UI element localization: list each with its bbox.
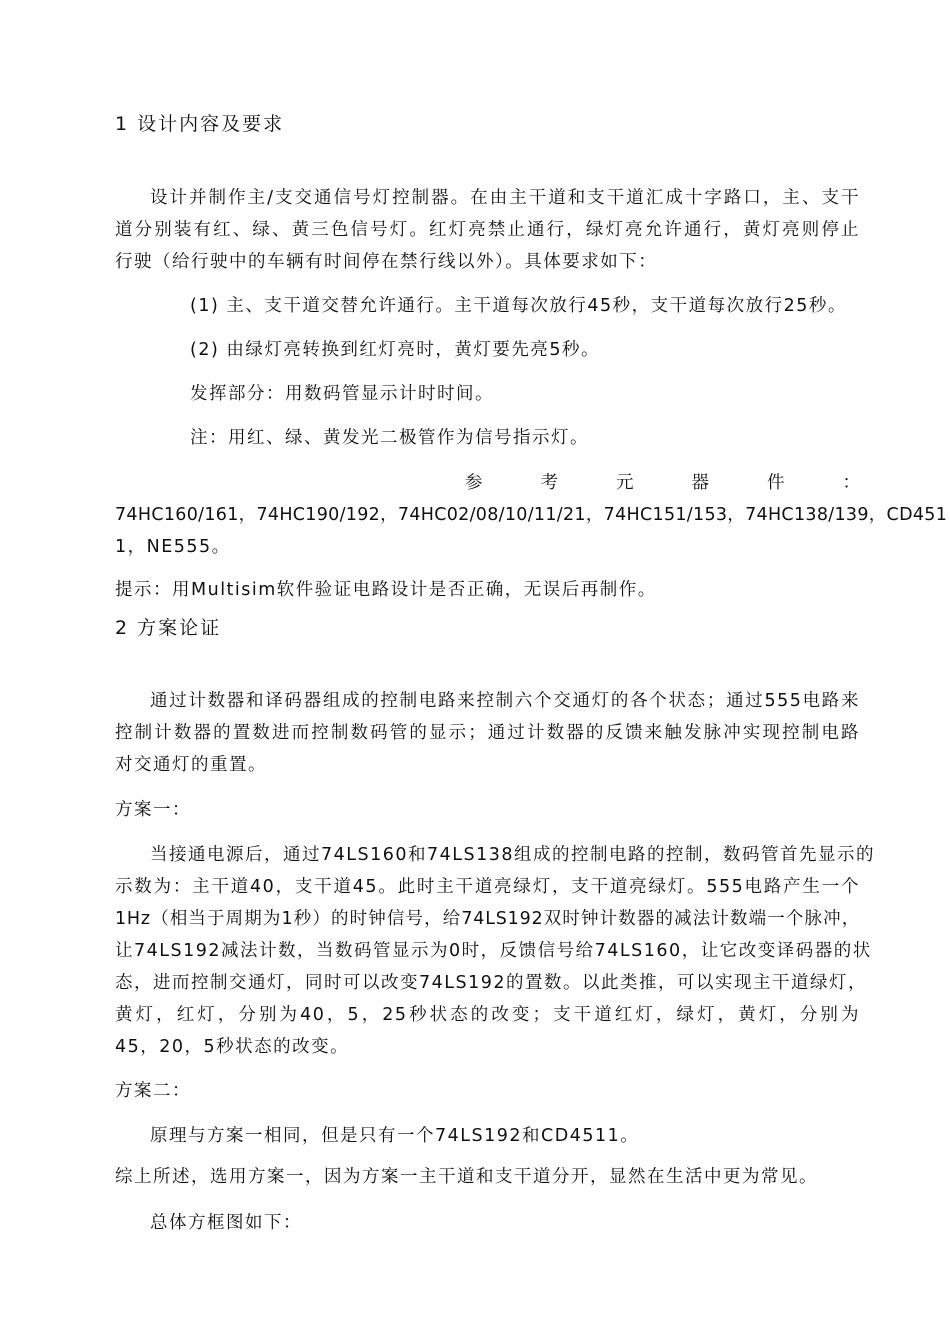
reference-label-char: ： [842,473,860,493]
reference-label-char: 考 [540,473,558,493]
reference-label-char: 元 [616,473,634,493]
requirement-1: (1) 主、支干道交替允许通行。主干道每次放行45秒，支干道每次放行25秒。 [190,296,847,316]
plan1-line-1: 当接通电源后，通过74LS160和74LS138组成的控制电路的控制，数码管首先显示的 [150,845,876,865]
plan2-text: 原理与方案一相同，但是只有一个74LS192和CD4511。 [150,1126,640,1146]
section2-intro-line-1: 通过计数器和译码器组成的控制电路来控制六个交通灯的各个状态；通过555电路来 [150,691,860,711]
note-line: 注：用红、绿、黄发光二极管作为信号指示灯。 [190,428,589,448]
section2-intro-line-3: 对交通灯的重置。 [115,755,267,775]
section2-heading: 2 方案论证 [115,617,222,639]
reference-parts-line-2: 1，NE555。 [115,537,231,557]
reference-label-char: 器 [691,473,709,493]
plan1-label: 方案一： [115,800,191,820]
section1-para-line-2: 道分别装有红、绿、黄三色信号灯。红灯亮禁止通行，绿灯亮允许通行，黄灯亮则停止 [115,220,860,240]
plan1-line-3: 1Hz（相当于周期为1秒）的时钟信号，给74LS192双时钟计数器的减法计数端一个脉冲， [115,909,860,929]
reference-label-char: 参 [465,473,483,493]
plan1-line-6: 黄灯，红灯，分别为40，5，25秒状态的改变；支干道红灯，绿灯，黄灯，分别为 [115,1005,860,1025]
requirement-2: (2) 由绿灯亮转换到红灯亮时，黄灯要先亮5秒。 [190,340,600,360]
reference-parts-line-1: 74HC160/161，74HC190/192，74HC02/08/10/11/21，74HC151/153，74HC138/139，CD451 [115,505,948,525]
hint-line: 提示：用Multisim软件验证电路设计是否正确，无误后再制作。 [115,580,657,600]
plan1-line-5: 态，进而控制交通灯，同时可以改变74LS192的置数。以此类推，可以实现主干道绿灯， [115,973,868,993]
extra-part: 发挥部分：用数码管显示计时时间。 [190,384,494,404]
plan1-line-7: 45，20，5秒状态的改变。 [115,1037,350,1057]
section1-para-line-3: 行驶（给行驶中的车辆有时间停在禁行线以外）。具体要求如下： [115,252,658,272]
reference-label [465,467,860,499]
reference-label-char: 件 [767,473,785,493]
section2-intro-line-2: 控制计数器的置数进而控制数码管的显示；通过计数器的反馈来触发脉冲实现控制电路 [115,723,860,743]
plan1-line-4: 让74LS192减法计数，当数码管显示为0时，反馈信号给74LS160，让它改变译码器的状 [115,941,872,961]
conclusion-line: 综上所述，选用方案一，因为方案一主干道和支干道分开，显然在生活中更为常见。 [115,1167,818,1187]
section1-heading: 1 设计内容及要求 [115,113,285,135]
section1-para-line-1: 设计并制作主/支交通信号灯控制器。在由主干道和支干道汇成十字路口，主、支干 [150,188,860,208]
diagram-intro: 总体方框图如下： [150,1213,302,1233]
plan1-line-2: 示数为：主干道40，支干道45。此时主干道亮绿灯，支干道亮绿灯。555电路产生一个 [115,877,860,897]
plan2-label: 方案二： [115,1081,191,1101]
